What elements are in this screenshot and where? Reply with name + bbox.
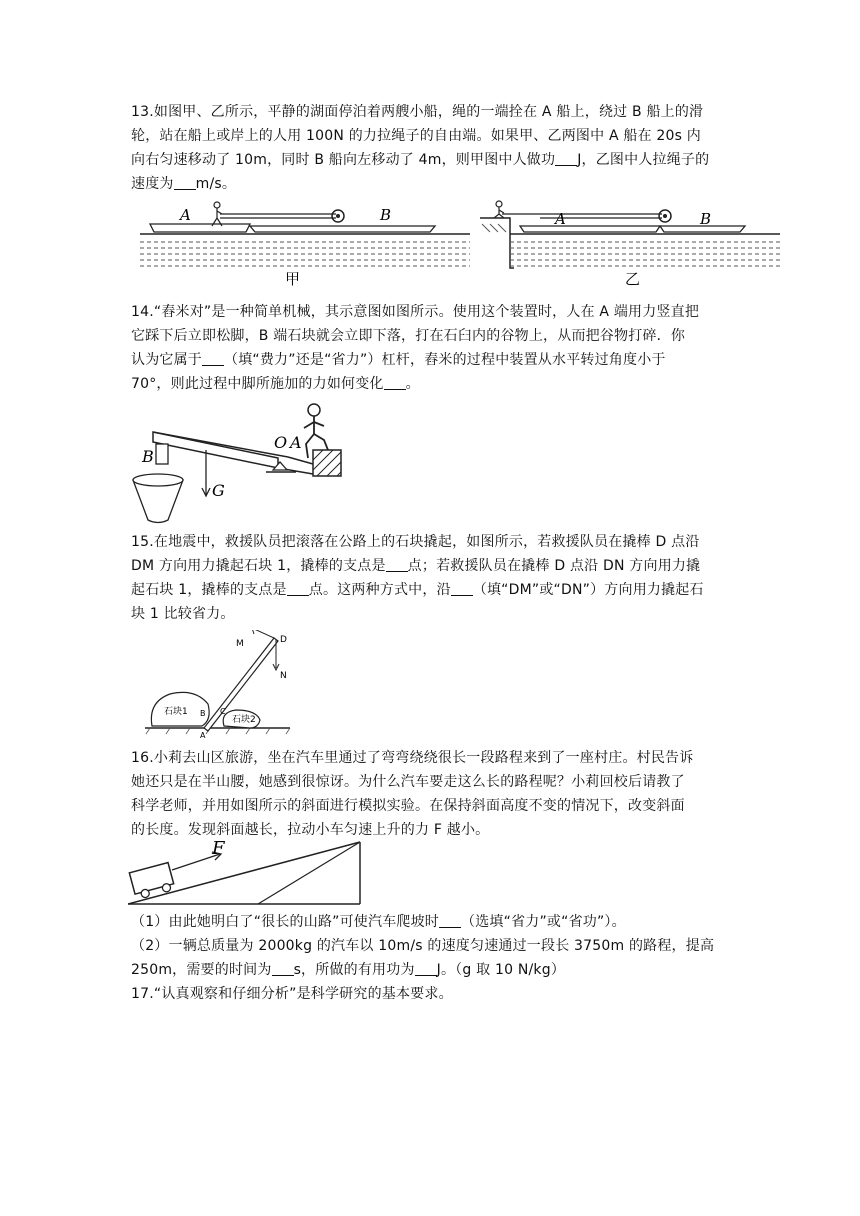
question-15 — [131, 530, 731, 626]
fig15-label-d: D — [280, 635, 287, 645]
q16-line-3: 科学老师，并用如图所示的斜面进行模拟实验。在保持斜面高度不变的情况下，改变斜面 — [131, 798, 685, 814]
q14-text-4b: 。 — [405, 376, 420, 392]
fig16-label-f: F — [212, 840, 225, 859]
fig15-label-stone1: 石块1 — [164, 707, 188, 717]
q16-sub2-text-a: 250m，需要的时间为 — [131, 962, 272, 978]
fig15-label-b: B — [200, 709, 206, 718]
q13-text-3b: J，乙图中人拉绳子的 — [577, 152, 710, 168]
q16-sub2-text-c: J。（g 取 10 N/kg） — [436, 962, 566, 978]
q13-line-2: 轮，站在船上或岸上的人用 100N 的力拉绳子的自由端。如果甲、乙两图中 A 船在 20s 内 — [131, 128, 701, 144]
q14-text-3a: 认为它属于 — [131, 352, 202, 368]
q13-line-4 — [131, 172, 731, 196]
answer-blank[interactable] — [415, 961, 437, 976]
fig-jia-label-b: B — [380, 206, 392, 224]
fig14-label-o: O — [274, 433, 288, 452]
figure-jia — [140, 198, 470, 288]
fig-yi-caption: 乙 — [625, 270, 641, 288]
figure-crowbar — [140, 630, 300, 740]
fig-yi-label-b: B — [700, 210, 712, 228]
q13-text-4b: m/s。 — [195, 176, 237, 192]
fig15-label-stone2: 石块2 — [232, 715, 256, 725]
q16-sub1-text-b: （选填“省力”或“省功”）。 — [461, 914, 626, 930]
q15-text-2a: DM 方向用力撬起石块 1，撬棒的支点是 — [131, 558, 386, 574]
q16-sub2-line-2 — [131, 958, 731, 982]
q16-sub2-line-1: （2）一辆总质量为 2000kg 的汽车以 10m/s 的速度匀速通过一段长 3750m 的路程，提高 — [131, 938, 715, 954]
q14-line-4 — [131, 372, 731, 396]
fig-jia-label-a: A — [180, 206, 191, 224]
q14-line-3 — [131, 348, 731, 372]
q14-text-4a: 70°，则此过程中脚所施加的力如何变化 — [131, 376, 384, 392]
q15-line-2 — [131, 554, 731, 578]
q13-text-3a: 向右匀速移动了 10m，同时 B 船向左移动了 4m，则甲图中人做功 — [131, 152, 556, 168]
question-14 — [131, 300, 731, 396]
answer-blank[interactable] — [272, 961, 294, 976]
q14-line-1: 14.“舂米对”是一种简单机械，其示意图如图所示。使用这个装置时，人在 A 端用力竖直把 — [131, 304, 700, 320]
fig15-label-a: A — [200, 731, 206, 740]
q15-line-3 — [131, 578, 731, 602]
q13-line-1: 13.如图甲、乙所示，平静的湖面停泊着两艘小船，绳的一端拴在 A 船上，绕过 B 船上的滑 — [131, 104, 704, 120]
q13-line-3 — [131, 148, 731, 172]
q16-line-1: 16.小莉去山区旅游，坐在汽车里通过了弯弯绕绕很长一段路程来到了一座村庄。村民告诉 — [131, 750, 694, 766]
q15-text-3b: 点。这两种方式中，沿 — [308, 582, 451, 598]
figure-rice-pounder — [128, 400, 353, 525]
q17-line: 17.“认真观察和仔细分析”是科学研究的基本要求。 — [131, 986, 453, 1002]
fig-jia-caption: 甲 — [285, 270, 301, 288]
answer-blank[interactable] — [451, 581, 473, 596]
fig14-label-a: A — [290, 433, 302, 452]
fig15-label-n: N — [280, 671, 287, 681]
question-16 — [131, 746, 731, 842]
answer-blank[interactable] — [287, 581, 309, 596]
fig14-label-b: B — [142, 447, 154, 466]
q16-sub2-text-b: s，所做的有用功为 — [293, 962, 415, 978]
q15-text-3c: （填“DM”或“DN”）方向用力撬起石 — [472, 582, 704, 598]
q14-text-3b: （填“费力”还是“省力”）杠杆，舂米的过程中装置从水平转过角度小于 — [224, 352, 666, 368]
answer-blank[interactable] — [386, 557, 408, 572]
q16-line-4: 的长度。发现斜面越长，拉动小车匀速上升的力 F 越小。 — [131, 822, 490, 838]
q16-sub1 — [131, 910, 731, 934]
answer-blank[interactable] — [439, 913, 461, 928]
fig-yi-label-a: A — [555, 210, 566, 228]
q15-line-1: 15.在地震中，救援队员把滚落在公路上的石块撬起，如图所示，若救援队员在撬棒 D 点沿 — [131, 534, 700, 550]
q16-line-2: 她还只是在半山腰，她感到很惊讶。为什么汽车要走这么长的路程呢？小莉回校后请教了 — [131, 774, 685, 790]
figure-incline — [128, 840, 363, 908]
answer-blank[interactable] — [202, 351, 224, 366]
answer-blank[interactable] — [174, 175, 196, 190]
q13-text-4a: 速度为 — [131, 176, 174, 192]
question-13 — [131, 100, 731, 196]
answer-blank[interactable] — [384, 375, 406, 390]
fig15-label-m: M — [236, 639, 244, 649]
question-16-subparts — [131, 910, 731, 1006]
answer-blank[interactable] — [555, 151, 577, 166]
figure-yi — [480, 198, 780, 288]
q16-sub1-text-a: （1）由此她明白了“很长的山路”可使汽车爬坡时 — [131, 914, 440, 930]
q15-text-3a: 起石块 1，撬棒的支点是 — [131, 582, 287, 598]
q15-line-4: 块 1 比较省力。 — [131, 606, 235, 622]
fig14-label-g: G — [212, 481, 225, 500]
q14-line-2: 它踩下后立即松脚，B 端石块就会立即下落，打在石臼内的谷物上，从而把谷物打碎．你 — [131, 328, 686, 344]
q15-text-2b: 点；若救援队员在撬棒 D 点沿 DN 方向用力撬 — [407, 558, 701, 574]
fig15-label-c: C — [220, 707, 226, 716]
